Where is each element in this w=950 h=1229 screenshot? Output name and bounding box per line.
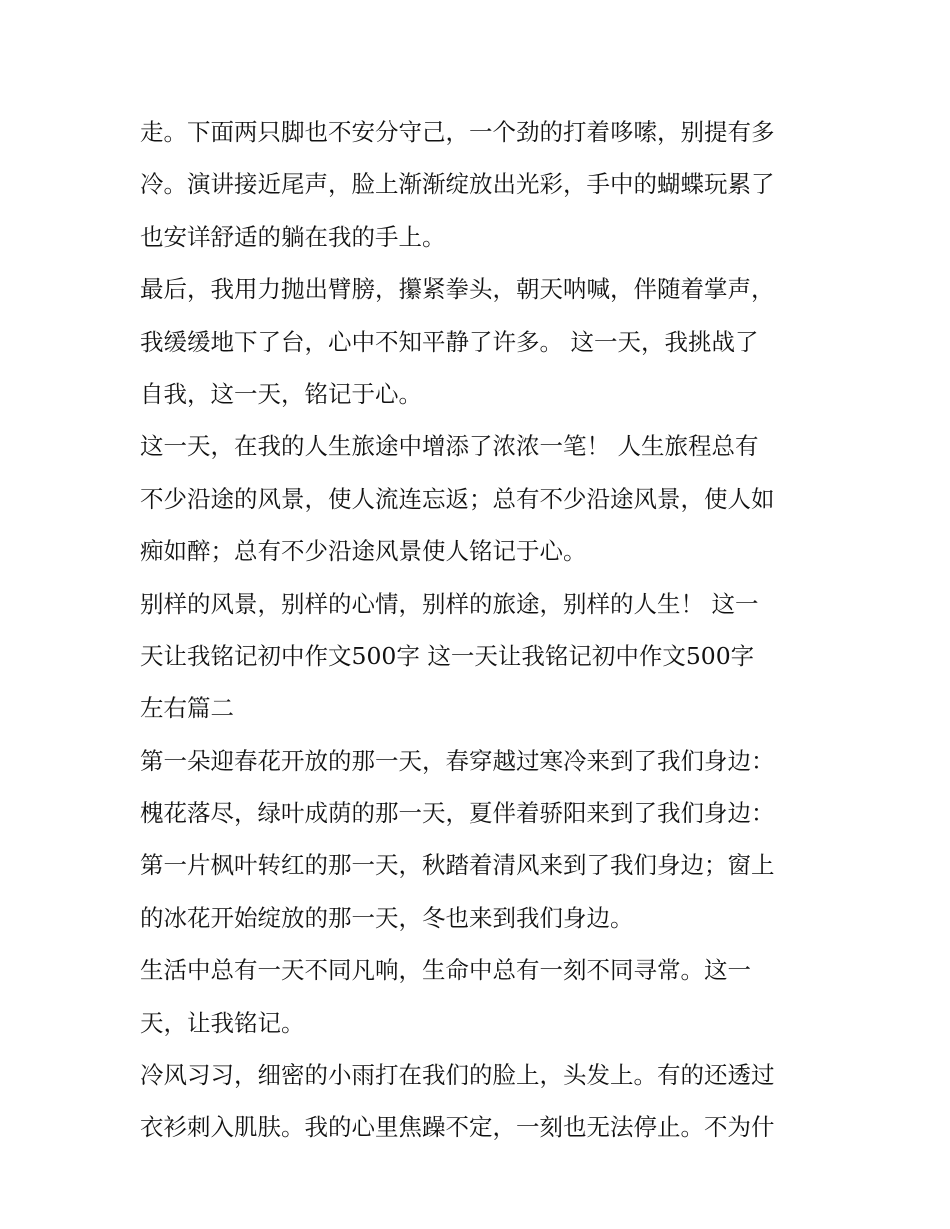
text-line-9: 痴如醉；总有不少沿途风景使人铭记于心。 [140, 537, 587, 566]
text-line-5: 我缓缓地下了台，心中不知平静了许多。 这一天，我挑战了 [140, 327, 759, 356]
text-line-20: 衣衫刺入肌肤。我的心里焦躁不定，一刻也无法停止。不为什 [140, 1113, 775, 1142]
text-line-11: 天让我铭记初中作文500字 这一天让我铭记初中作文500字 [140, 641, 755, 670]
document-text [140, 106, 820, 1154]
text-line-7: 这一天，在我的人生旅途中增添了浓浓一笔！ 人生旅程总有 [140, 432, 759, 461]
text-line-15: 第一片枫叶转红的那一天，秋踏着清风来到了我们身边；窗上 [140, 851, 775, 880]
text-line-6: 自我，这一天，铭记于心。 [140, 379, 422, 408]
text-line-4: 最后，我用力抛出臂膀，攥紧拳头，朝天呐喊，伴随着掌声， [140, 275, 775, 304]
section-heading: 左右篇二 [140, 694, 234, 723]
text-line-18: 天，让我铭记。 [140, 1008, 305, 1037]
text-line-17: 生活中总有一天不同凡响，生命中总有一刻不同寻常。这一 [140, 956, 751, 985]
text-line-8: 不少沿途的风景，使人流连忘返；总有不少沿途风景，使人如 [140, 484, 775, 513]
text-line-10: 别样的风景，别样的心情，别样的旅途，别样的人生！ 这一 [140, 589, 759, 618]
text-line-2: 冷。演讲接近尾声，脸上渐渐绽放出光彩，手中的蝴蝶玩累了 [140, 170, 775, 199]
text-line-1: 走。下面两只脚也不安分守己，一个劲的打着哆嗦，别提有多 [140, 118, 775, 146]
text-line-19: 冷风习习，细密的小雨打在我们的脸上，头发上。有的还透过 [140, 1061, 775, 1090]
text-line-13: 第一朵迎春花开放的那一天，春穿越过寒冷来到了我们身边： [140, 746, 775, 775]
text-line-3: 也安详舒适的躺在我的手上。 [140, 222, 446, 251]
text-line-14: 槐花落尽，绿叶成荫的那一天，夏伴着骄阳来到了我们身边： [140, 799, 775, 828]
text-line-16: 的冰花开始绽放的那一天，冬也来到我们身边。 [140, 903, 634, 932]
